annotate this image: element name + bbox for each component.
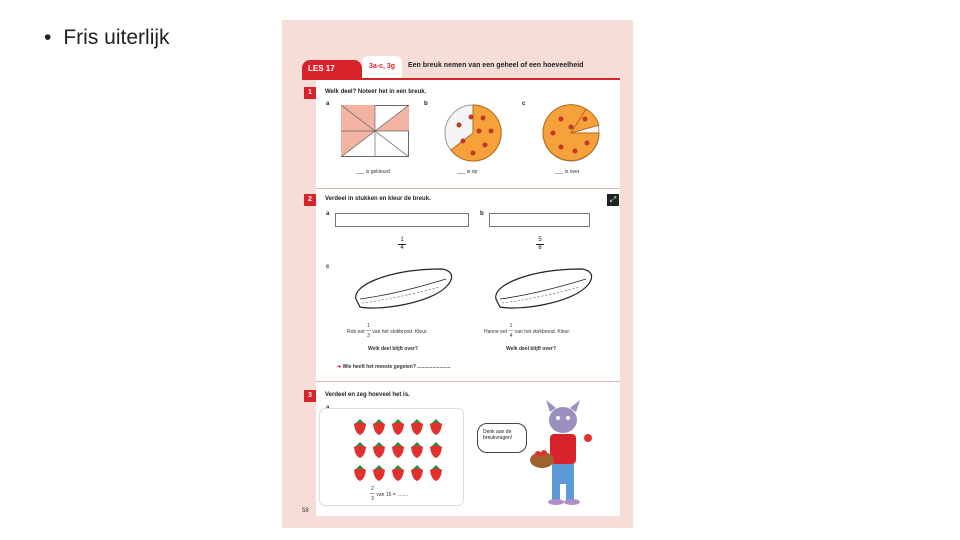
fraction-b: 5 6 — [535, 237, 545, 252]
strawberry-icon — [354, 442, 366, 458]
strawberry-icon — [373, 419, 385, 435]
pizza-b-figure — [443, 103, 503, 163]
sandwich-left — [350, 265, 456, 313]
q1-caption-c: ___ is over — [555, 169, 580, 175]
q1-caption-a: ___ is gekleurd — [356, 169, 390, 175]
fraction-a: 1 4 — [397, 237, 407, 252]
strawberry-icon — [430, 465, 442, 481]
strawberry-icon — [373, 465, 385, 481]
arrow-right-icon: ➔ — [337, 364, 342, 370]
lesson-code: 3a-c, 3g — [362, 56, 402, 78]
bullet-dot: • — [44, 26, 52, 49]
strawberry-box — [319, 408, 464, 506]
hint-bubble: Denk aan de breukvragen! — [477, 423, 527, 453]
question-1-number: 1 — [304, 87, 316, 99]
strawberry-icon — [373, 442, 385, 458]
sandwich-right — [490, 265, 596, 313]
question-3-number: 3 — [304, 390, 316, 402]
strawberry-icon — [430, 419, 442, 435]
lesson-tab: LES 17 — [302, 60, 362, 78]
arrow-question: ➔ Wie heeft het meeste gegeten? ........................ — [337, 364, 451, 370]
q2-label-b: b — [480, 211, 484, 217]
pizza-c-figure — [541, 103, 601, 163]
q2-label-a: a — [326, 211, 330, 217]
bullet-text: Fris uiterlijk — [63, 26, 170, 49]
question-3-title: Verdeel en zeg hoeveel het is. — [325, 392, 410, 398]
sandwich-right-text: Hanne eet 1 — 4 van het stokbrood. Kleur. — [484, 323, 571, 339]
q2-label-c: c — [326, 264, 330, 270]
rectangle-a[interactable] — [335, 213, 469, 227]
wolf-mascot-illustration — [528, 398, 598, 508]
divider-1 — [316, 188, 620, 189]
page-number: 58 — [302, 508, 309, 514]
strawberry-icon — [392, 465, 404, 481]
strawberry-icon — [411, 419, 423, 435]
strawberry-icon — [411, 465, 423, 481]
q1-label-c: c — [522, 101, 526, 107]
sandwich-left-text: Rob eet 1 — 3 van het stokbrood. Kleur. — [347, 323, 428, 339]
strawberry-icon — [392, 419, 404, 435]
strawberry-icon — [430, 442, 442, 458]
slide-bullet — [44, 26, 170, 50]
strawberry-icon — [354, 465, 366, 481]
strawberry-grid — [320, 413, 463, 483]
q1-label-a: a — [326, 101, 330, 107]
left-question: Welk deel blijft over? — [368, 346, 418, 352]
expand-icon[interactable]: ⤢ — [607, 194, 619, 206]
q1-label-b: b — [424, 101, 428, 107]
question-2-title: Verdeel in stukken en kleur de breuk. — [325, 196, 431, 202]
lesson-topic: Een breuk nemen van een geheel of een hoeveelheid — [408, 62, 584, 69]
strawberry-icon — [354, 419, 366, 435]
strawberry-icon — [411, 442, 423, 458]
question-1-title: Welk deel? Noteer het in een breuk. — [325, 89, 427, 95]
right-question: Welk deel blijft over? — [506, 346, 556, 352]
colored-square-figure — [341, 105, 409, 157]
divider-2 — [316, 381, 620, 382]
rectangle-b[interactable] — [489, 213, 590, 227]
strawberry-icon — [392, 442, 404, 458]
q1-caption-b: ___ is op — [457, 169, 478, 175]
q3-calculation: 2 — 3 van 15 = ........ — [370, 486, 409, 502]
question-2-number: 2 — [304, 194, 316, 206]
